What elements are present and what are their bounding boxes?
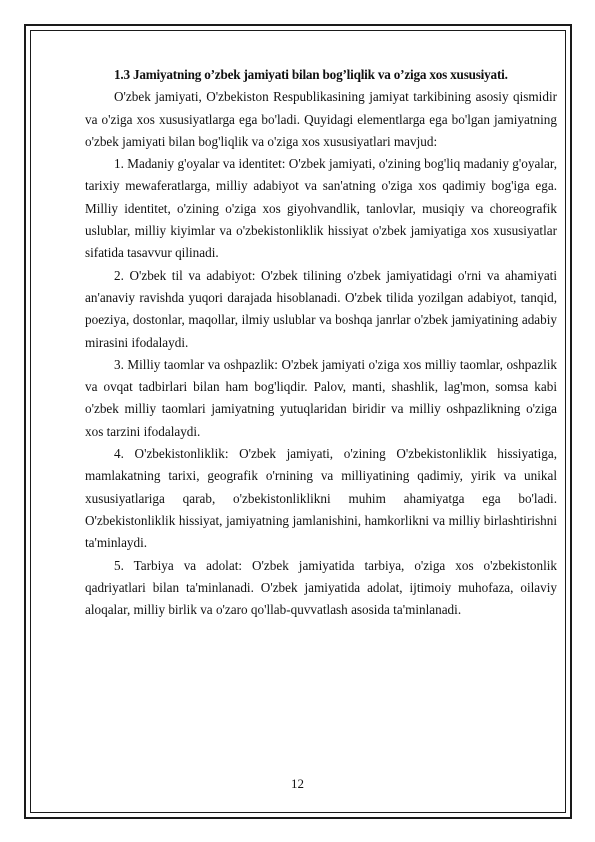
paragraph-item-5: 5. Tarbiya va adolat: O'zbek jamiyatida tarbiya, o'ziga xos o'zbekistonlik qadriyatlari bilan ta'minlanadi. O'zbek jamiyatida adolat, ijtimoiy muhofaza, oilaviy aloqalar, milliy birlik va o'zaro qo'llab-quvvatlash asosida ta'minlanadi. — [85, 557, 557, 618]
section-heading: 1.3 Jamiyatning o’zbek jamiyati bilan bog’liqlik va o’ziga xos xususiyati. — [114, 67, 508, 82]
document-body — [85, 64, 557, 621]
paragraph-item-4: 4. O'zbekistonliklik: O'zbek jamiyati, o'zining O'zbekistonliklik hissiyatiga, mamlakatning tarixi, geografik o'rnining va milliyatining qadimiy, yirik va unikal xususiyatlariga qarab, o'zbekistonliklikni muhim ahamiyatga ega bo'ladi. O'zbekistonliklik hissiyat, jamiyatning jamlanishini, hamkorlikni va milliy birlashtirishni ta'minlaydi. — [85, 446, 557, 551]
paragraph-item-2: 2. O'zbek til va adabiyot: O'zbek tilining o'zbek jamiyatidagi o'rni va ahamiyati an'anaviy ravishda yuqori darajada hisoblanadi. O'zbek tilida yozilgan adabiyot, tanqid, poeziya, dostonlar, maqollar, ilmiy uslublar va boshqa janrlar o'zbek jamiyatining adabiy mirasini ifodalaydi. — [85, 267, 557, 350]
page-number: 12 — [291, 776, 304, 791]
paragraph-intro: O'zbek jamiyati, O'zbekiston Respublikasining jamiyat tarkibining asosiy qismidir va o'ziga xos xususiyatlarga ega bo'ladi. Quyidagi elementlarga ega bo'lgan jamiyatning o'zbek jamiyati bilan bog'liqlik va o'ziga xos xususiyatlari mavjud: — [85, 89, 557, 149]
paragraph-item-1: 1. Madaniy g'oyalar va identitet: O'zbek jamiyati, o'zining bog'liq madaniy g'oyalar, tarixiy mewaferatlarga, milliy adabiyot va san'atning o'ziga xos qadimiy bog'iga ega. Milliy identitet, o'zining o'ziga xos giyohvandlik, tanlovlar, musiqiy va choreografik uslublar, milliy kiyimlar va o'zbekistonliklik hissiyat o'zbek jamiyatiga xos xususiyatlar sifatida tasavvur qilinadi. — [85, 156, 557, 261]
paragraph-item-3: 3. Milliy taomlar va oshpazlik: O'zbek jamiyati o'ziga xos milliy taomlar, oshpazlik va ovqat tadbirlari bilan ham bog'liqdir. Palov, manti, shashlik, lag'mon, somsa kabi o'zbek milliy taomlari jamiyatning yutuqlaridan biridir va milliy oshpazlikning o'ziga xos tarzini ifodalaydi. — [85, 356, 557, 439]
